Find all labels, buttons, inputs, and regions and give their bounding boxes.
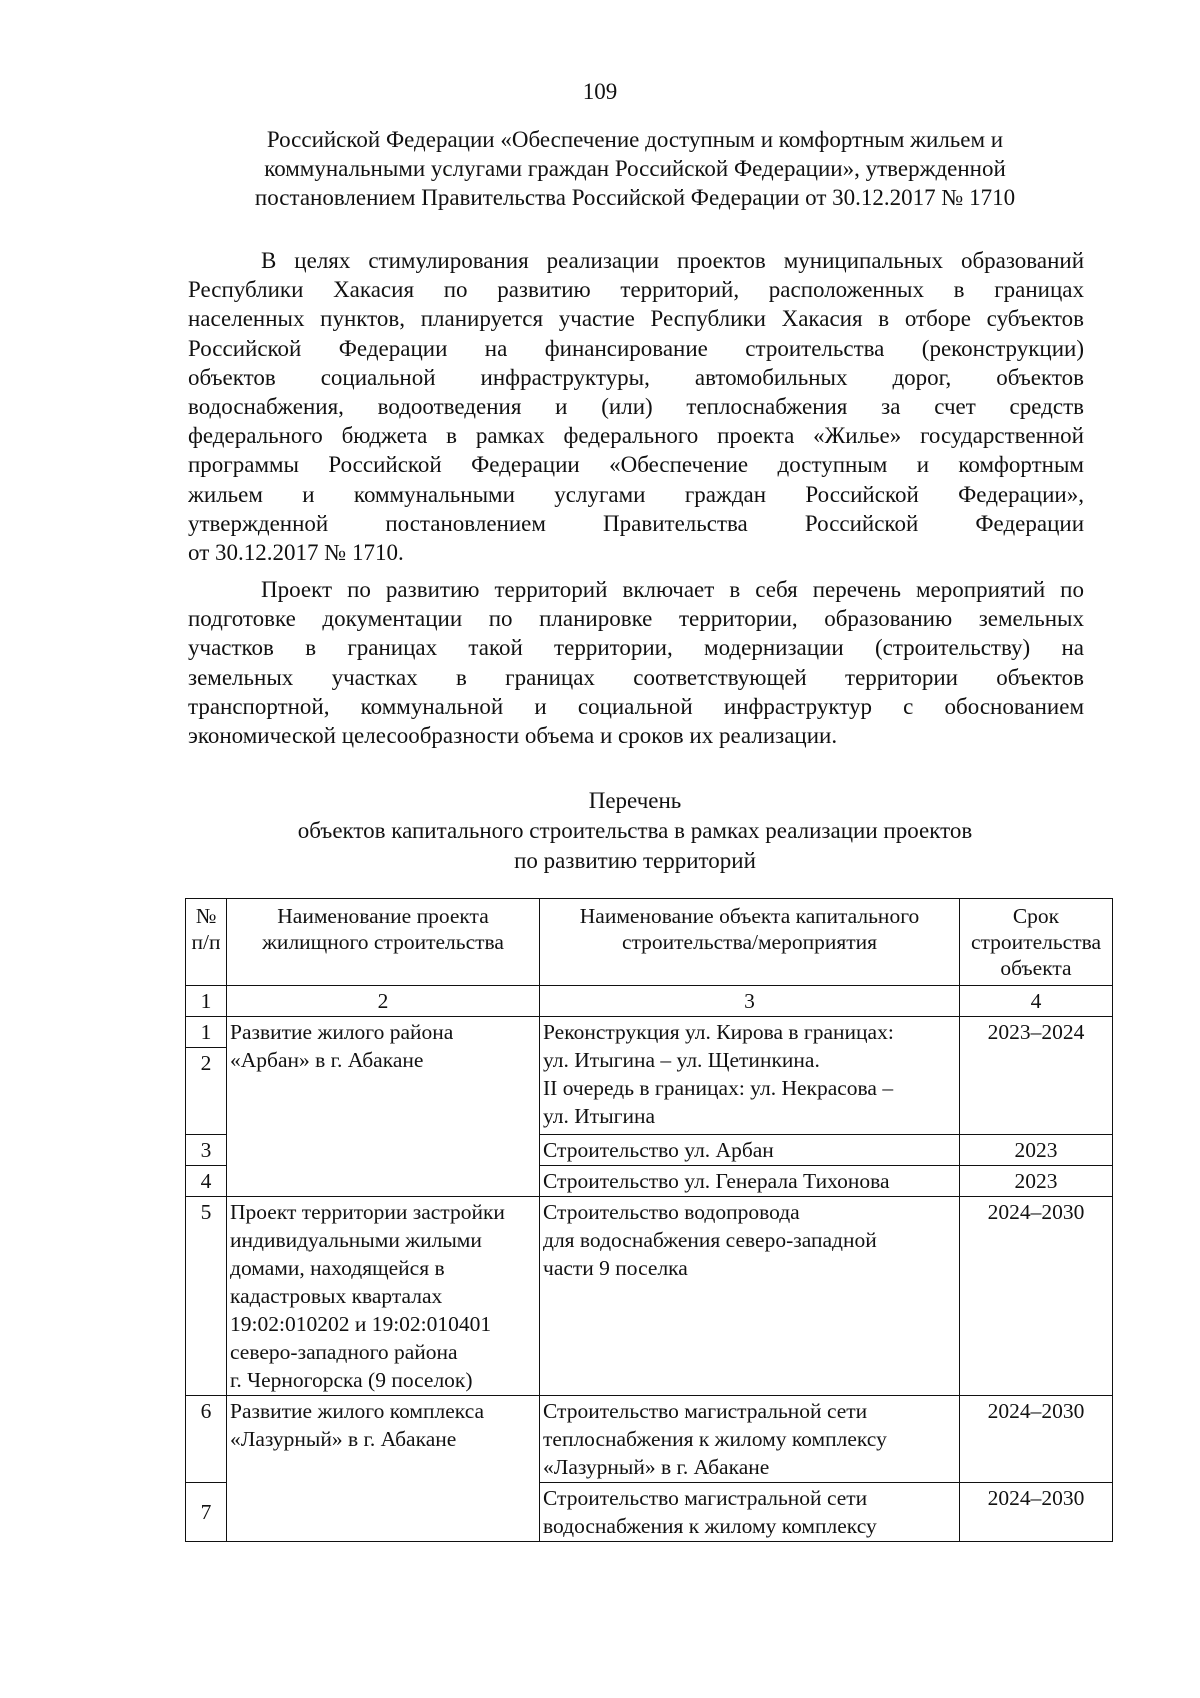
row-term: 2023 bbox=[960, 1166, 1113, 1197]
list-heading-line: по развитию территорий bbox=[514, 848, 756, 873]
paragraph-line: Республики Хакасия по развитию территорий, расположенных в границах bbox=[188, 277, 1084, 303]
paragraph-line: транспортной, коммунальной и социальной инфраструктур с обоснованием bbox=[188, 693, 1084, 719]
paragraph-line: от 30.12.2017 № 1710. bbox=[188, 539, 404, 565]
row-object: Реконструкция ул. Кирова в границах: ул. Итыгина – ул. Щетинкина. II очередь в границах: ул. Некрасова – ул. Итыгина bbox=[540, 1017, 960, 1135]
paragraph-line: подготовке документации по планировке территории, образованию земельных bbox=[188, 606, 1084, 632]
row-num: 6 bbox=[186, 1396, 227, 1483]
row-num: 7 bbox=[186, 1483, 227, 1542]
paragraph-line: федерального бюджета в рамках федерального проекта «Жилье» государственной bbox=[188, 423, 1084, 449]
paragraph-line: Российской Федерации на финансирование строительства (реконструкции) bbox=[188, 335, 1084, 361]
list-heading-title: Перечень bbox=[588, 788, 682, 813]
paragraph-line: В целях стимулирования реализации проектов муниципальных образований bbox=[261, 248, 1084, 273]
row-term: 2023 bbox=[960, 1135, 1113, 1166]
paragraph-line: жильем и коммунальными услугами граждан Российской Федерации», bbox=[188, 481, 1084, 507]
row-num: 1 bbox=[186, 1017, 227, 1048]
intro-line: постановлением Правительства Российской Федерации от 30.12.2017 № 1710 bbox=[254, 185, 1016, 210]
column-number: 1 bbox=[186, 986, 227, 1017]
paragraph-line: водоснабжения, водоотведения и (или) теплоснабжения за счет средств bbox=[188, 393, 1084, 419]
header-object: Наименование объекта капитального строительства/мероприятия bbox=[540, 899, 960, 986]
row-term: 2024–2030 bbox=[960, 1483, 1113, 1542]
page-number: 109 bbox=[582, 79, 618, 104]
list-heading-line: объектов капитального строительства в рамках реализации проектов bbox=[297, 818, 973, 843]
row-object: Строительство магистральной сети теплоснабжения к жилому комплексу «Лазурный» в г. Абакане bbox=[540, 1396, 960, 1483]
paragraph-line: объектов социальной инфраструктуры, автомобильных дорог, объектов bbox=[188, 364, 1084, 390]
intro-line: Российской Федерации «Обеспечение доступным и комфортным жильем и bbox=[266, 127, 1004, 152]
row-num: 4 bbox=[186, 1166, 227, 1197]
row-num: 3 bbox=[186, 1135, 227, 1166]
row-num: 2 bbox=[186, 1048, 227, 1135]
paragraph-line: программы Российской Федерации «Обеспечение доступным и комфортным bbox=[188, 452, 1084, 478]
row-term: 2024–2030 bbox=[960, 1396, 1113, 1483]
header-term: Срок строительства объекта bbox=[960, 899, 1113, 986]
row-object: Строительство ул. Арбан bbox=[540, 1135, 960, 1166]
paragraph-line: Проект по развитию территорий включает в себя перечень мероприятий по bbox=[261, 577, 1084, 602]
row-project: Развитие жилого комплекса «Лазурный» в г. Абакане bbox=[227, 1396, 540, 1542]
row-object: Строительство ул. Генерала Тихонова bbox=[540, 1166, 960, 1197]
paragraph-line: участков в границах такой территории, модернизации (строительству) на bbox=[188, 635, 1084, 661]
column-number: 3 bbox=[540, 986, 960, 1017]
column-number: 2 bbox=[227, 986, 540, 1017]
paragraph-line: земельных участках в границах соответствующей территории объектов bbox=[188, 664, 1084, 690]
column-number: 4 bbox=[960, 986, 1113, 1017]
paragraph-1 bbox=[188, 246, 1084, 567]
table-row bbox=[186, 1017, 1113, 1048]
paragraph-line: утвержденной постановлением Правительства Российской Федерации bbox=[188, 510, 1084, 536]
table-row bbox=[186, 1197, 1113, 1396]
objects-table bbox=[185, 898, 1113, 1542]
row-project: Развитие жилого района «Арбан» в г. Абакане bbox=[227, 1017, 540, 1197]
intro-text bbox=[180, 125, 1090, 212]
header-num: № п/п bbox=[186, 899, 227, 986]
row-project: Проект территории застройки индивидуальными жилыми домами, находящейся в кадастровых кварталах 19:02:010202 и 19:02:010401 северо-западного района г. Черногорска (9 поселок) bbox=[227, 1197, 540, 1396]
row-term: 2024–2030 bbox=[960, 1197, 1113, 1396]
table-row bbox=[186, 1396, 1113, 1483]
row-object: Строительство водопровода для водоснабжения северо-западной части 9 поселка bbox=[540, 1197, 960, 1396]
paragraph-line: населенных пунктов, планируется участие Республики Хакасия в отборе субъектов bbox=[188, 306, 1084, 332]
table-header-row bbox=[186, 899, 1113, 986]
row-term: 2023–2024 bbox=[960, 1017, 1113, 1135]
paragraph-line: экономической целесообразности объема и сроков их реализации. bbox=[188, 722, 838, 748]
paragraph-2 bbox=[188, 575, 1084, 750]
intro-line: коммунальными услугами граждан Российской Федерации», утвержденной bbox=[264, 156, 1006, 181]
row-object: Строительство магистральной сети водоснабжения к жилому комплексу bbox=[540, 1483, 960, 1542]
column-number-row bbox=[186, 986, 1113, 1017]
list-heading bbox=[180, 786, 1090, 876]
row-num: 5 bbox=[186, 1197, 227, 1396]
header-project: Наименование проекта жилищного строительства bbox=[227, 899, 540, 986]
